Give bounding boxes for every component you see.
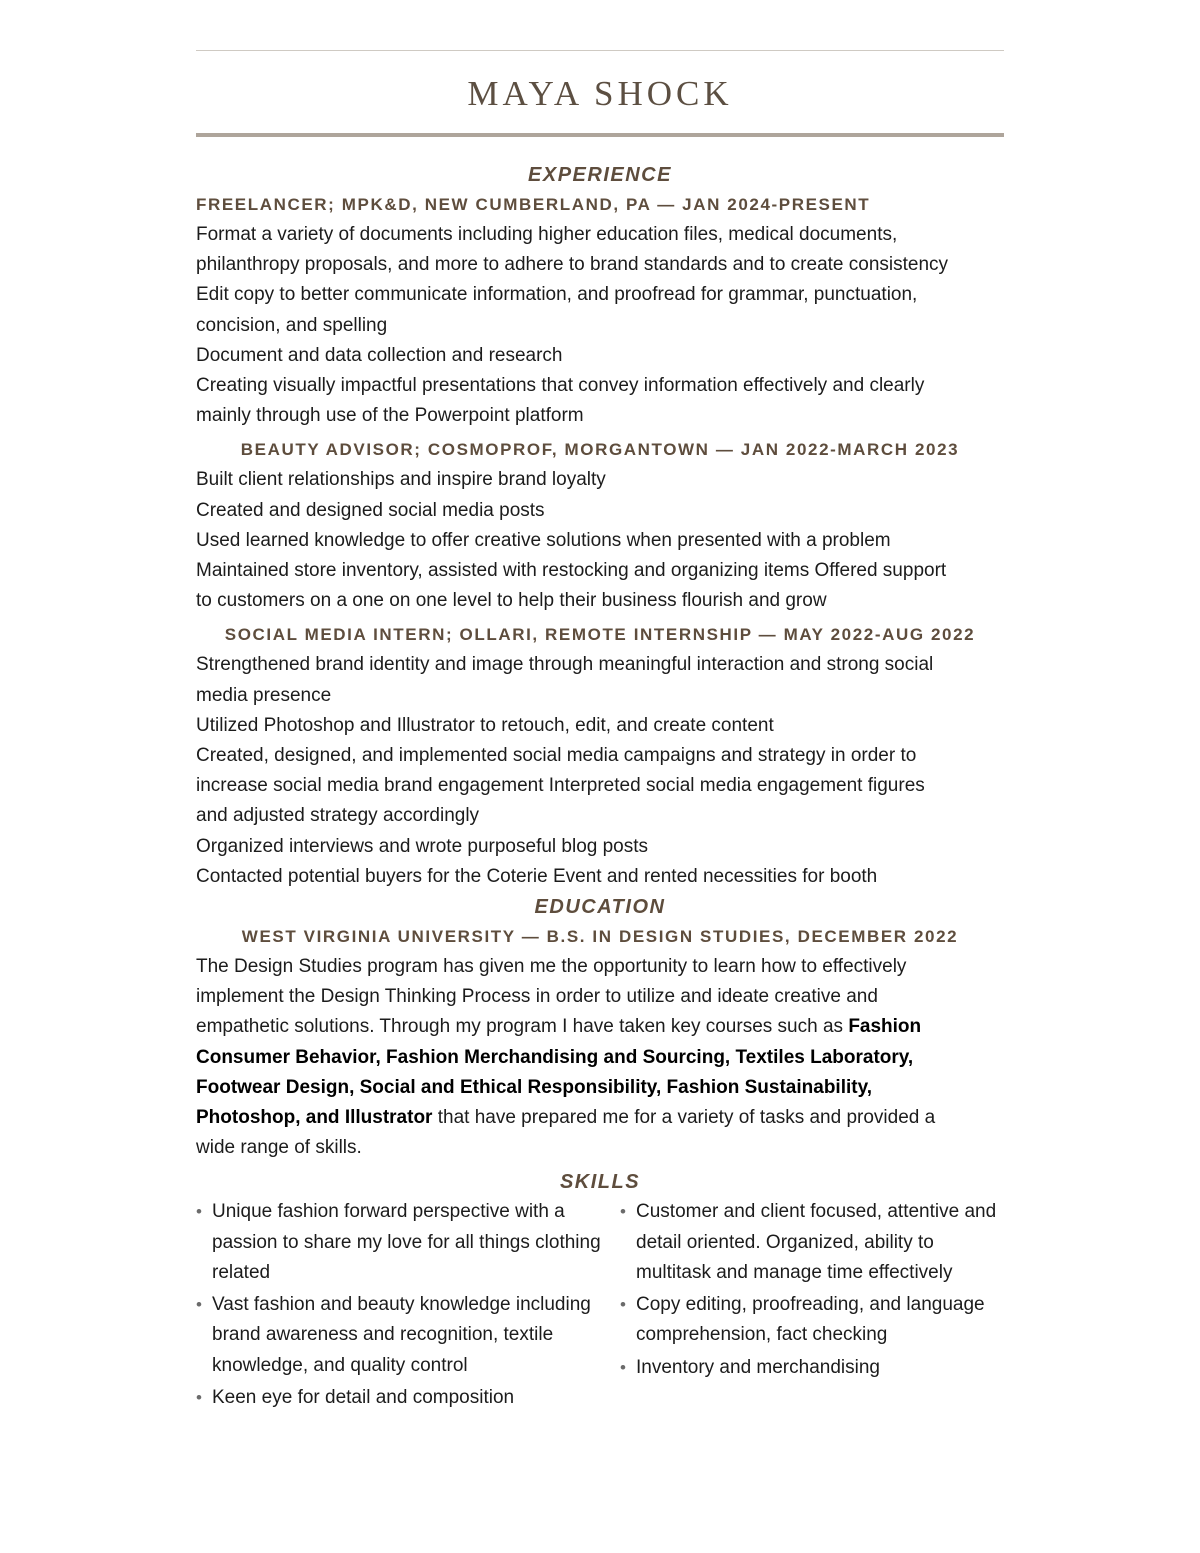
job-heading-freelancer: FREELANCER; MPK&D, NEW CUMBERLAND, PA — JAN 2024-PRESENT <box>196 195 871 214</box>
header-divider <box>196 133 1004 137</box>
job-line: Maintained store inventory, assisted with restocking and organizing items Offered support <box>196 560 947 582</box>
education-line <box>196 1012 1004 1042</box>
job-heading-social-media-intern: SOCIAL MEDIA INTERN; OLLARI, REMOTE INTERNSHIP — MAY 2022-AUG 2022 <box>224 625 976 645</box>
education-text: that have prepared me for a variety of tasks and provided a <box>432 1107 936 1129</box>
skill-text: Customer and client focused, attentive and detail oriented. Organized, ability to multitask and manage time effectively <box>636 1201 997 1283</box>
job-line: and adjusted strategy accordingly <box>196 805 480 827</box>
job-line: philanthropy proposals, and more to adhere to brand standards and to create consistency <box>196 254 949 276</box>
education-line <box>196 1073 1004 1103</box>
education-line: implement the Design Thinking Process in order to utilize and ideate creative and <box>196 986 878 1008</box>
skill-text: Keen eye for detail and composition <box>212 1386 515 1408</box>
education-description <box>196 952 1004 1163</box>
job-line: Created, designed, and implemented social media campaigns and strategy in order to <box>196 745 917 767</box>
degree-heading: WEST VIRGINIA UNIVERSITY — B.S. IN DESIGN STUDIES, DECEMBER 2022 <box>241 927 959 947</box>
skills-column-right <box>620 1197 1004 1414</box>
job-description-freelancer <box>196 220 1004 431</box>
skill-item <box>620 1197 1004 1288</box>
job-description-beauty-advisor <box>196 465 1004 616</box>
skill-text: Vast fashion and beauty knowledge including brand awareness and recognition, textile knowledge, and quality control <box>212 1294 591 1376</box>
course-list: Consumer Behavior, Fashion Merchandising and Sourcing, Textiles Laboratory, <box>196 1046 914 1068</box>
candidate-name: MAYA SHOCK <box>467 74 733 113</box>
top-divider <box>196 50 1004 51</box>
job-heading-beauty-advisor: BEAUTY ADVISOR; COSMOPROF, MORGANTOWN — JAN 2022-MARCH 2023 <box>240 440 960 460</box>
skill-text: Copy editing, proofreading, and language comprehension, fact checking <box>636 1294 985 1346</box>
skill-item <box>620 1353 1004 1383</box>
experience-heading: EXPERIENCE <box>528 164 672 186</box>
education-line <box>196 1043 1004 1073</box>
job-line: Used learned knowledge to offer creative solutions when presented with a problem <box>196 529 891 551</box>
bullet-icon: • <box>620 1295 626 1315</box>
job-line: increase social media brand engagement Interpreted social media engagement figures <box>196 775 925 797</box>
job-line: Created and designed social media posts <box>196 499 545 521</box>
job-line: Creating visually impactful presentations that convey information effectively and clearly <box>196 375 925 397</box>
education-line: wide range of skills. <box>196 1137 362 1159</box>
job-line: Strengthened brand identity and image through meaningful interaction and strong social <box>196 654 934 676</box>
course-list: Footwear Design, Social and Ethical Responsibility, Fashion Sustainability, <box>196 1076 873 1098</box>
job-line: Built client relationships and inspire brand loyalty <box>196 469 606 491</box>
skills-heading: SKILLS <box>559 1171 641 1194</box>
education-line <box>196 1103 1004 1133</box>
job-line: Utilized Photoshop and Illustrator to retouch, edit, and create content <box>196 714 774 736</box>
bullet-icon: • <box>620 1202 626 1222</box>
job-line: Organized interviews and wrote purposeful blog posts <box>196 835 649 857</box>
job-line: concision, and spelling <box>196 314 388 336</box>
job-line: media presence <box>196 684 332 706</box>
job-line: Edit copy to better communicate information, and proofread for grammar, punctuation, <box>196 284 918 306</box>
job-line: mainly through use of the Powerpoint platform <box>196 405 584 427</box>
education-line: The Design Studies program has given me the opportunity to learn how to effectively <box>196 956 907 978</box>
skills-list <box>196 1197 1004 1414</box>
education-text: empathetic solutions. Through my program I have taken key courses such as <box>196 1016 849 1038</box>
skills-column-left <box>196 1197 620 1414</box>
skill-item <box>196 1290 620 1381</box>
resume-content <box>196 160 1004 1415</box>
course-list: Photoshop, and Illustrator <box>196 1107 433 1129</box>
course-list: Fashion <box>848 1016 922 1038</box>
skill-item <box>196 1197 620 1288</box>
skill-item <box>196 1383 620 1413</box>
skill-item <box>620 1290 1004 1350</box>
job-line: Contacted potential buyers for the Coterie Event and rented necessities for booth <box>196 865 878 887</box>
education-heading: EDUCATION <box>534 896 666 919</box>
bullet-icon: • <box>196 1295 202 1315</box>
skill-text: Inventory and merchandising <box>636 1356 880 1378</box>
job-line: to customers on a one on one level to help their business flourish and grow <box>196 590 827 612</box>
skill-text: Unique fashion forward perspective with a passion to share my love for all things clothing related <box>212 1201 601 1283</box>
job-line: Format a variety of documents including higher education files, medical documents, <box>196 224 898 245</box>
job-description-social-media-intern <box>196 650 1004 892</box>
job-line: Document and data collection and research <box>196 344 563 366</box>
bullet-icon: • <box>620 1357 626 1377</box>
bullet-icon: • <box>196 1387 202 1407</box>
bullet-icon: • <box>196 1202 202 1222</box>
